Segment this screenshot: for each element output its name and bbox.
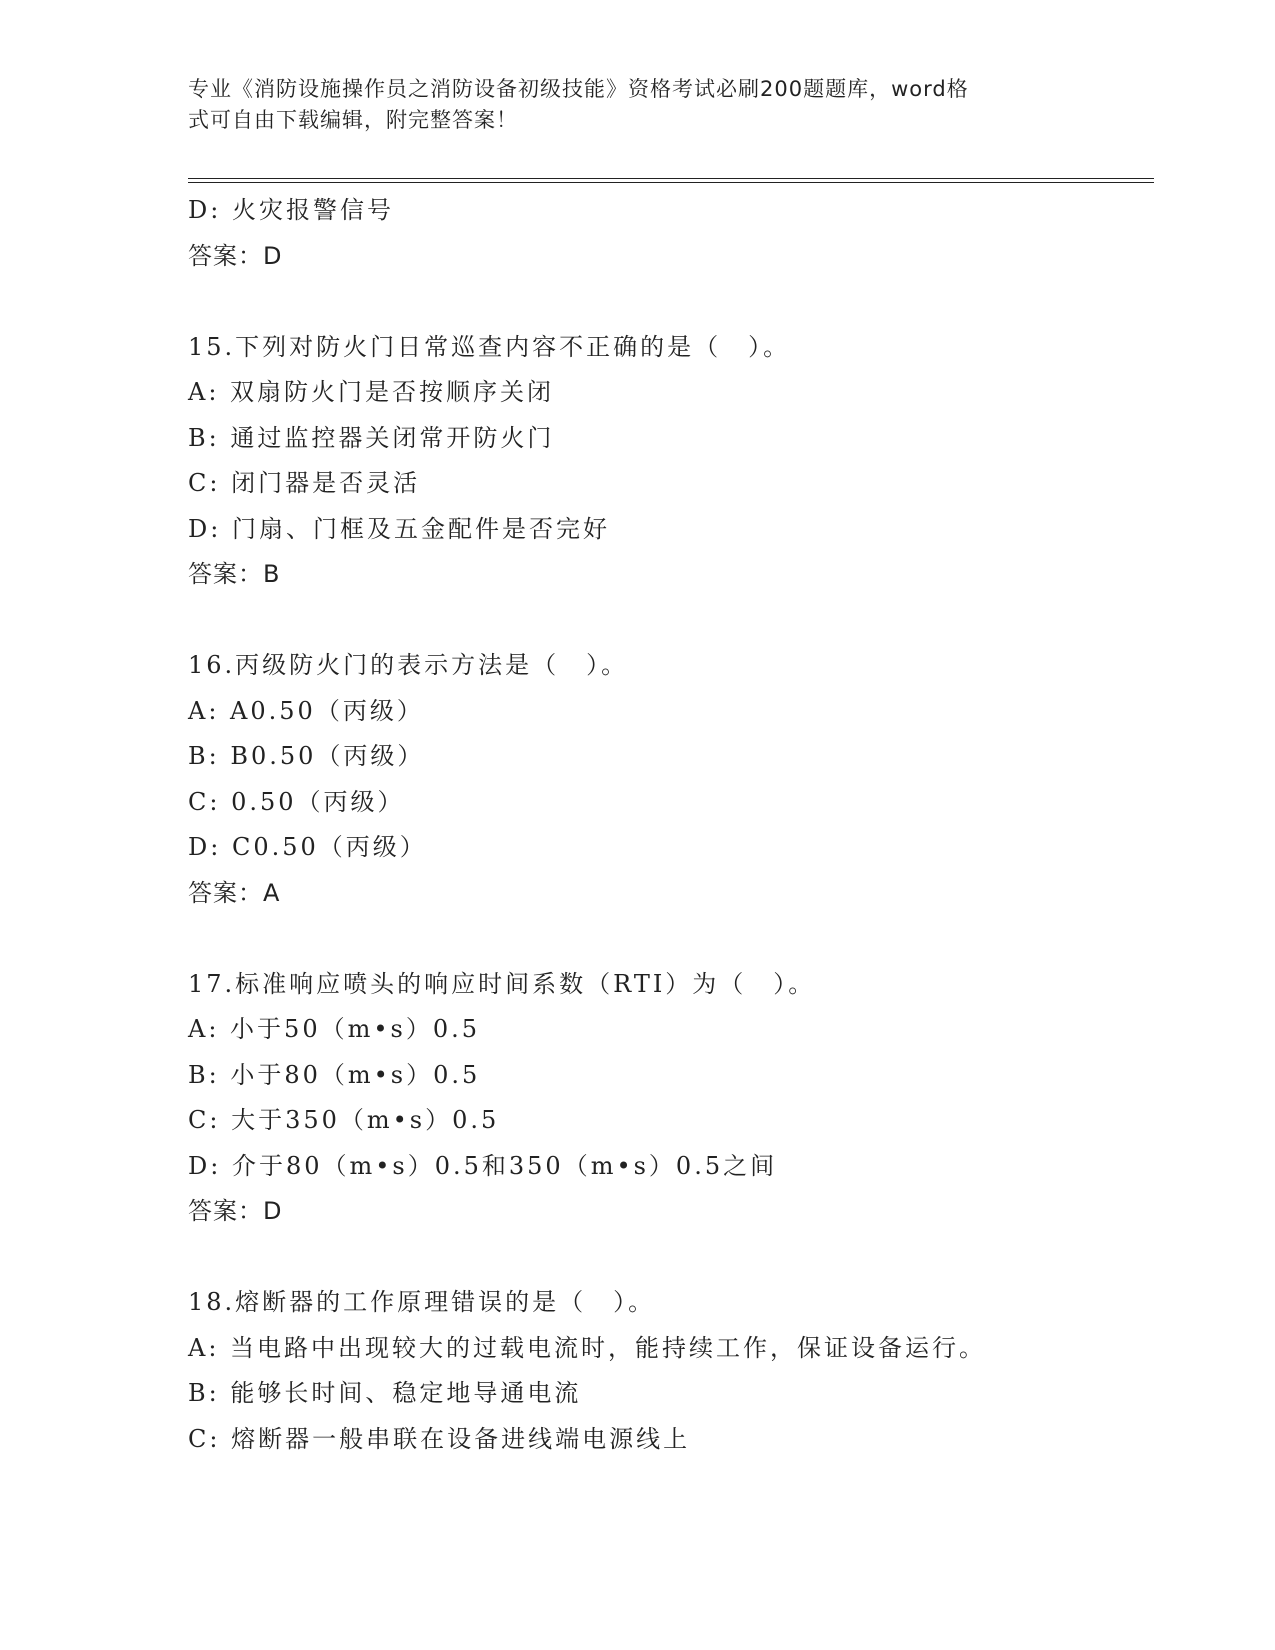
option-d: D: 火灾报警信号 — [188, 196, 394, 224]
option-d: D: C0.50（丙级） — [188, 833, 427, 861]
option-c: C: 0.50（丙级） — [188, 787, 405, 816]
header-divider-bottom — [188, 182, 1154, 183]
option-c: C: 大于350（m•s）0.5 — [188, 1106, 500, 1134]
header-line-2: 式可自由下载编辑，附完整答案！ — [188, 108, 518, 132]
header-line-1: 专业《消防设施操作员之消防设备初级技能》资格考试必刷200题题库，word格 — [188, 77, 969, 101]
answer-line: 答案：A — [188, 878, 281, 907]
option-a: A: 小于50（m•s）0.5 — [188, 1015, 480, 1043]
question-stem: 18.熔断器的工作原理错误的是（ ）。 — [188, 1288, 656, 1316]
previous-question-tail — [188, 188, 1148, 279]
option-c: C: 熔断器一般串联在设备进线端电源线上 — [188, 1424, 691, 1453]
question-list — [188, 188, 1148, 1462]
question-17 — [188, 962, 1148, 1235]
answer-line: 答案：D — [188, 1197, 283, 1225]
header-divider-top — [188, 178, 1154, 179]
option-a: A: 双扇防火门是否按顺序关闭 — [188, 378, 555, 406]
spacer — [188, 1235, 1148, 1281]
question-16 — [188, 643, 1148, 916]
spacer — [188, 279, 1148, 325]
answer-line: 答案：D — [188, 241, 283, 270]
answer-line: 答案：B — [188, 560, 281, 588]
option-a: A: 当电路中出现较大的过载电流时，能持续工作，保证设备运行。 — [188, 1333, 987, 1362]
option-c: C: 闭门器是否灵活 — [188, 469, 421, 497]
spacer — [188, 916, 1148, 962]
question-stem: 15.下列对防火门日常巡查内容不正确的是（ ）。 — [188, 332, 791, 361]
option-d: D: 介于80（m•s）0.5和350（m•s）0.5之间 — [188, 1151, 778, 1180]
document-header — [188, 74, 1088, 136]
option-d: D: 门扇、门框及五金配件是否完好 — [188, 514, 610, 543]
question-stem: 16.丙级防火门的表示方法是（ ）。 — [188, 651, 629, 679]
question-stem: 17.标准响应喷头的响应时间系数（RTI）为（ ）。 — [188, 969, 816, 998]
question-15 — [188, 325, 1148, 598]
option-a: A: A0.50（丙级） — [188, 696, 424, 725]
option-b: B: B0.50（丙级） — [188, 742, 425, 770]
question-18 — [188, 1280, 1148, 1462]
spacer — [188, 598, 1148, 644]
option-b: B: 小于80（m•s）0.5 — [188, 1060, 481, 1089]
option-b: B: 能够长时间、稳定地导通电流 — [188, 1379, 582, 1407]
option-b: B: 通过监控器关闭常开防火门 — [188, 423, 555, 452]
